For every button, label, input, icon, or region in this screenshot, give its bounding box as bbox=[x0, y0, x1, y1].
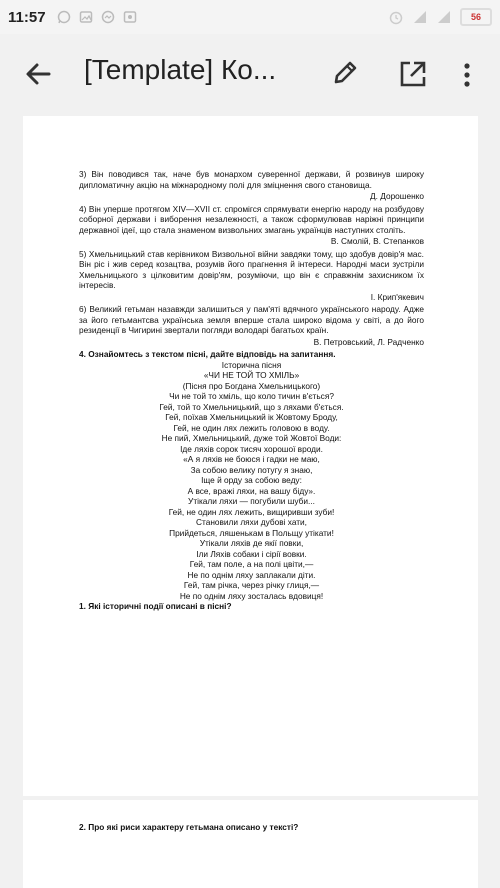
author-5: І. Крип'якевич bbox=[370, 291, 424, 302]
battery-indicator: 56 bbox=[460, 8, 492, 26]
question-1: 1. Які історичні події описані в пісні? bbox=[79, 601, 232, 611]
quote-4: 4) Він уперше протягом XIV—XVII ст. спромігся спрямувати енергію народу на розбудову соборної держави і виборення незалежності, а також сформулював наріжні принципи державної ідеї, що стала знаменом визвольних змагань українців наступних століть. bbox=[79, 203, 424, 235]
photo-icon bbox=[122, 9, 138, 25]
poem-line: Утікали ляхи — погубили шуби... bbox=[188, 496, 315, 506]
poem-line: Не пий, Хмельницький, дуже той Жовтої Води: bbox=[161, 433, 342, 443]
document-content bbox=[79, 169, 424, 612]
document-page bbox=[23, 116, 478, 796]
poem-line: «А я ляхів не боюся і гадки не маю, bbox=[183, 454, 320, 464]
poem-line: Історична пісня bbox=[221, 359, 282, 370]
status-time: 11:57 bbox=[8, 8, 46, 26]
system-icons bbox=[388, 8, 492, 26]
poem-line: Іде ляхів сорок тисяч хорошої вроди. bbox=[180, 443, 323, 454]
poem-line: Не по однім ляху зосталась вдовиця! bbox=[179, 590, 324, 601]
poem-line: А все, вражі ляхи, на вашу біду». bbox=[187, 485, 316, 496]
more-vert-icon bbox=[460, 58, 474, 92]
question-2: 2. Про які риси характеру гетьмана описано у тексті? bbox=[79, 822, 299, 832]
signal-icon-2 bbox=[436, 9, 452, 25]
image-icon bbox=[78, 9, 94, 25]
open-in-new-icon bbox=[397, 56, 427, 90]
poem-line: Іще й орду за собою веду: bbox=[201, 475, 302, 485]
document-page-2 bbox=[23, 800, 478, 888]
poem-line: Прийдеться, ляшенькам в Польщу утікати! bbox=[169, 527, 334, 538]
notification-icons bbox=[56, 9, 138, 25]
quote-6: 6) Великий гетьман назавжди залишиться у пам'яті вдячного українського народу. Адже за його гетьмантсва українська земля вперше стала широко відома у світі, а до його резиденції в Чигирині звертали погляди володарі багатьох країн. bbox=[79, 304, 424, 335]
messenger-icon bbox=[100, 9, 116, 25]
poem-line: (Пісня про Богдана Хмельницького) bbox=[182, 380, 321, 391]
poem-line: «ЧИ НЕ ТОЙ ТО ХМІЛЬ» bbox=[203, 370, 300, 380]
poem-line: За собою велику потугу я знаю, bbox=[190, 464, 313, 475]
poem-line: Гей, там річка, через річку глиця,— bbox=[183, 580, 320, 590]
poem-line: Утікали ляхів де якії повки, bbox=[199, 538, 304, 548]
whatsapp-icon bbox=[56, 9, 72, 25]
app-toolbar bbox=[0, 34, 500, 116]
poem-line: Не по однім ляху заплакали діти. bbox=[187, 569, 316, 580]
arrow-back-icon bbox=[22, 58, 54, 90]
author-4: В. Смолій, В. Степанков bbox=[330, 236, 424, 246]
poem-line: Становили ляхи дубові хати, bbox=[196, 517, 307, 527]
song-text bbox=[79, 360, 424, 602]
author-6: В. Петровський, Л. Радченко bbox=[313, 336, 424, 347]
open-external-button[interactable] bbox=[397, 56, 427, 90]
more-options-button[interactable] bbox=[460, 58, 474, 92]
task-4-heading: 4. Ознайомтесь з текстом пісні, дайте відповідь на запитання. bbox=[79, 349, 336, 359]
poem-line: Гей, не один лях лежить, вищиривши зуби! bbox=[168, 506, 335, 517]
poem-line: Гей, поїхав Хмельницький ік Жовтому Броду, bbox=[165, 412, 338, 422]
pencil-icon bbox=[330, 56, 360, 90]
quote-3: 3) Він поводився так, наче був монархом суверенної держави, й розвинув широку дипломатичну акцію на міжнародному полі для зміцнення свого становища. bbox=[79, 169, 424, 190]
signal-icon bbox=[412, 9, 428, 25]
poem-line: Чи не той то хміль, що коло тичин в'ється? bbox=[169, 391, 334, 401]
poem-line: Гей, той то Хмельницький, що з ляхами б'ється. bbox=[159, 401, 344, 412]
back-button[interactable] bbox=[22, 58, 54, 90]
poem-line: Іли Ляхів собаки і сірії вовки. bbox=[196, 548, 307, 559]
alarm-icon bbox=[388, 9, 404, 25]
author-3: Д. Дорошенко bbox=[370, 191, 424, 201]
poem-line: Гей, там поле, а на полі цвіти,— bbox=[189, 559, 314, 569]
document-title: [Template] Ко... bbox=[84, 54, 277, 85]
status-bar bbox=[0, 0, 500, 34]
quote-5: 5) Хмельницький став керівником Визвольної війни завдяки тому, що здобув довір'я мас. Він ріс і жив серед козацтва, розумів його прагнення й інтереси. Народні маси зустріли Хмельницького з цілковитим довір'ям, розуміючи, що він є справжнім захисником їх інтересів. bbox=[79, 248, 424, 290]
edit-button[interactable] bbox=[330, 56, 360, 90]
poem-line: Гей, не один лях лежить головою в воду. bbox=[173, 422, 330, 433]
